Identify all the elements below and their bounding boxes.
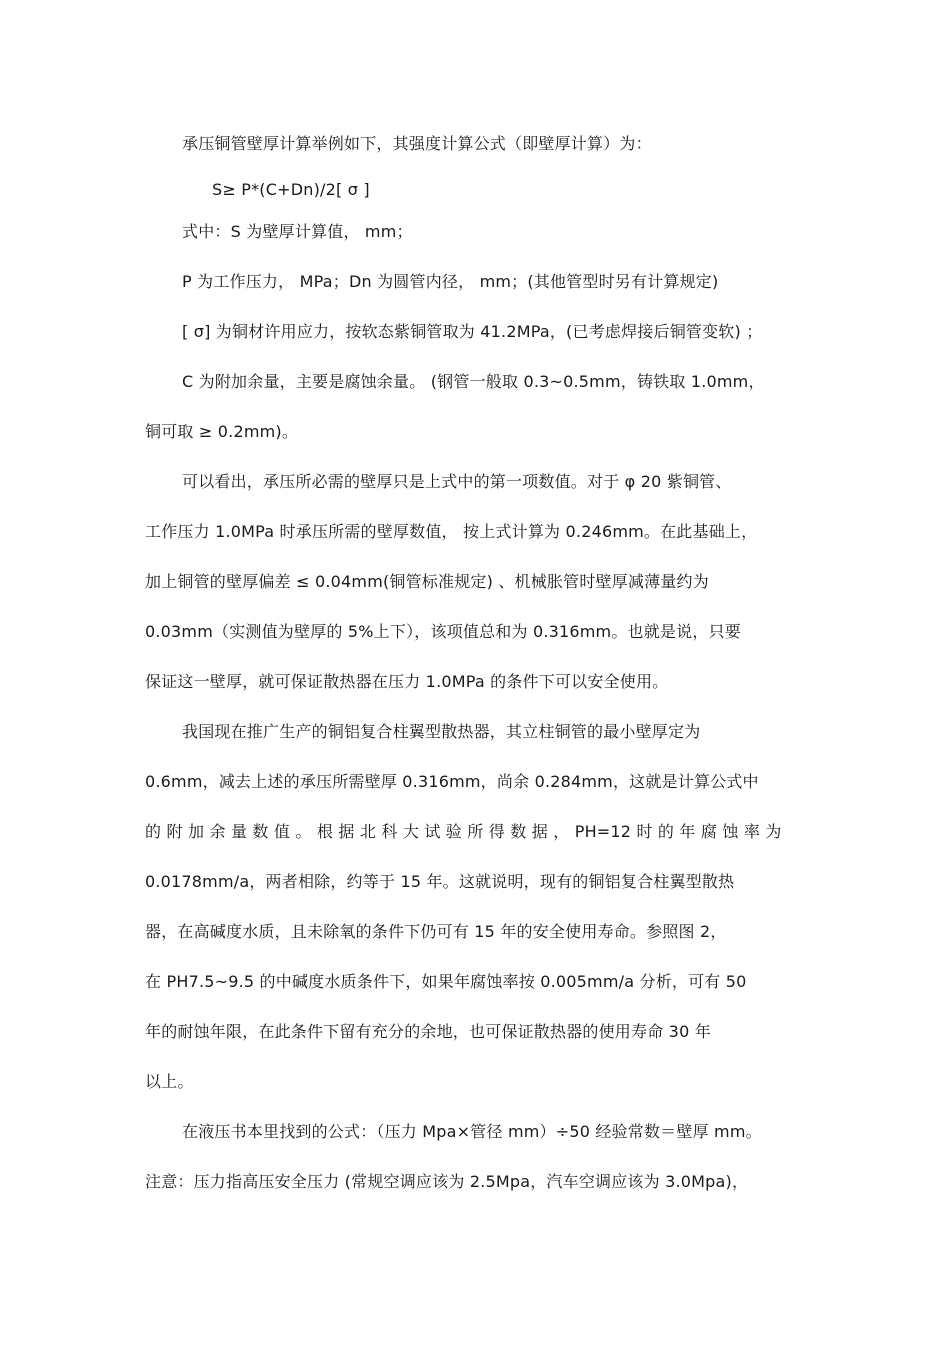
- text-line-9: 工作压力 1.0MPa 时承压所需的壁厚数值， 按上式计算为 0.246mm。在此基础上，: [145, 522, 758, 541]
- text-line-21: 在液压书本里找到的公式：（压力 Mpa×管径 mm）÷50 经验常数＝壁厚 mm。: [182, 1122, 762, 1141]
- text-line-16: 0.0178mm/a，两者相除，约等于 15 年。这就说明，现有的铜铝复合柱翼型散热: [145, 872, 735, 891]
- text-line-22: 注意：压力指高压安全压力 (常规空调应该为 2.5Mpa，汽车空调应该为 3.0Mpa)，: [145, 1172, 749, 1191]
- text-line-12: 保证这一壁厚，就可保证散热器在压力 1.0MPa 的条件下可以安全使用。: [145, 672, 669, 691]
- text-line-18: 在 PH7.5~9.5 的中碱度水质条件下，如果年腐蚀率按 0.005mm/a 分析，可有 50: [145, 972, 747, 991]
- text-line-15: 的 附 加 余 量 数 值 。 根 据 北 科 大 试 验 所 得 数 据 ， PH=12 时 的 年 腐 蚀 率 为: [145, 822, 782, 841]
- text-line-14: 0.6mm，减去上述的承压所需壁厚 0.316mm，尚余 0.284mm，这就是计算公式中: [145, 772, 759, 791]
- text-line-1: 承压铜管壁厚计算举例如下，其强度计算公式（即壁厚计算）为：: [182, 134, 652, 153]
- text-line-7: 铜可取 ≥ 0.2mm)。: [145, 422, 299, 441]
- text-line-8: 可以看出，承压所必需的壁厚只是上式中的第一项数值。对于 φ 20 紫铜管、: [182, 472, 732, 491]
- text-line-17: 器，在高碱度水质，且未除氧的条件下仍可有 15 年的安全使用寿命。参照图 2，: [145, 922, 727, 941]
- text-line-13: 我国现在推广生产的铜铝复合柱翼型散热器，其立柱铜管的最小壁厚定为: [182, 722, 701, 741]
- formula-line: S≥ P*(C+Dn)/2[ σ ]: [212, 180, 370, 199]
- text-line-4: P 为工作压力， MPa；Dn 为圆管内径， mm；(其他管型时另有计算规定): [182, 272, 719, 291]
- text-line-3: 式中：S 为壁厚计算值， mm；: [182, 222, 413, 241]
- text-line-20: 以上。: [145, 1072, 194, 1091]
- text-line-19: 年的耐蚀年限，在此条件下留有充分的余地，也可保证散热器的使用寿命 30 年: [145, 1022, 711, 1041]
- text-line-11: 0.03mm（实测值为壁厚的 5%上下），该项值总和为 0.316mm。也就是说，只要: [145, 622, 741, 641]
- text-line-10: 加上铜管的壁厚偏差 ≤ 0.04mm(铜管标准规定) 、机械胀管时壁厚减薄量约为: [145, 572, 709, 591]
- text-line-5: [ σ] 为铜材许用应力，按软态紫铜管取为 41.2MPa，(已考虑焊接后铜管变软) ；: [182, 322, 763, 341]
- text-line-6: C 为附加余量，主要是腐蚀余量。 (钢管一般取 0.3~0.5mm，铸铁取 1.0mm，: [182, 372, 765, 391]
